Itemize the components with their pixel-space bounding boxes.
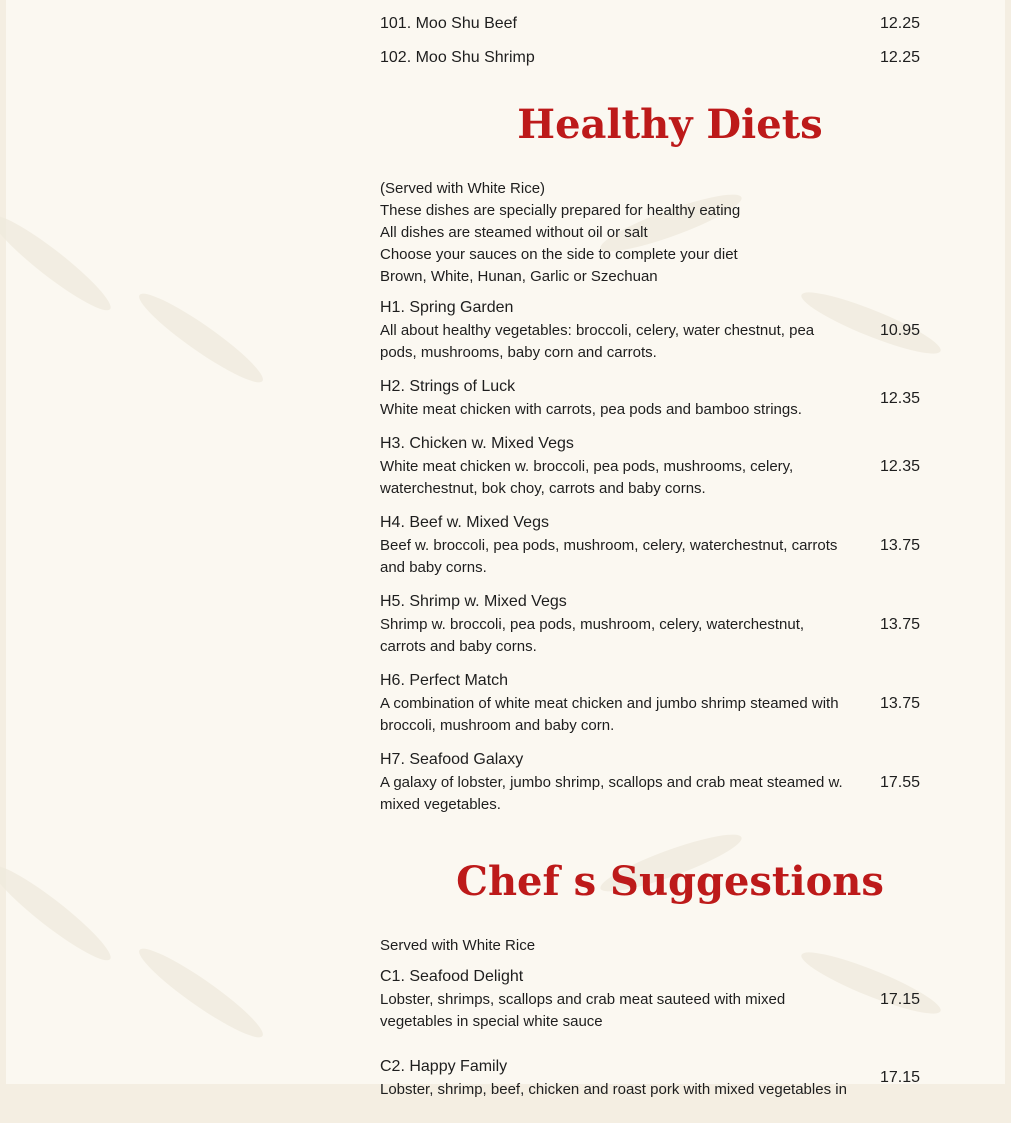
item-price: 13.75	[879, 536, 920, 554]
item-price: 13.75	[879, 615, 920, 633]
item-details	[380, 433, 850, 500]
item-name: 102. Moo Shu Shrimp	[380, 49, 535, 66]
intro-line: Brown, White, Hunan, Garlic or Szechuan	[380, 268, 658, 285]
item-description: Lobster, shrimp, beef, chicken and roast pork with mixed vegetables in	[380, 1080, 847, 1098]
item-price: 12.25	[879, 15, 920, 32]
item-name: C1. Seafood Delight	[380, 968, 524, 985]
menu-page	[6, 0, 1005, 1098]
item-details	[380, 512, 850, 579]
menu-item	[380, 1045, 920, 1111]
intro-line: All dishes are steamed without oil or salt	[380, 224, 648, 241]
menu-item	[380, 512, 920, 579]
leaf-decoration	[0, 857, 118, 970]
item-description: White meat chicken with carrots, pea pods and bamboo strings.	[380, 401, 802, 418]
leaf-decoration	[132, 284, 270, 391]
menu-item	[380, 966, 920, 1033]
healthy-diets-title: Healthy Diets	[517, 101, 823, 148]
item-name: H5. Shrimp w. Mixed Vegs	[380, 593, 567, 610]
moo-shu-section	[380, 7, 920, 75]
menu-item	[380, 591, 920, 658]
item-details	[380, 297, 850, 364]
item-name: H3. Chicken w. Mixed Vegs	[380, 435, 574, 452]
chef-suggestions-intro: Served with White Rice	[380, 937, 536, 954]
chef-suggestions-section	[380, 858, 920, 1111]
menu-item	[380, 749, 920, 816]
leaf-decoration	[132, 939, 270, 1046]
item-description: A galaxy of lobster, jumbo shrimp, scallops and crab meat steamed w. mixed vegetables.	[380, 774, 843, 813]
item-description: Shrimp w. broccoli, pea pods, mushroom, celery, waterchestnut, carrots and baby corns.	[380, 616, 805, 655]
item-name: H2. Strings of Luck	[380, 378, 516, 395]
intro-line: (Served with White Rice)	[380, 180, 546, 197]
leaf-decoration	[0, 207, 118, 320]
item-details	[380, 591, 850, 658]
item-price: 12.35	[879, 389, 920, 407]
intro-line: Choose your sauces on the side to complete your diet	[380, 246, 738, 263]
item-name: H6. Perfect Match	[380, 672, 509, 689]
item-name: H4. Beef w. Mixed Vegs	[380, 514, 549, 531]
chef-suggestions-title: Chef s Suggestions	[456, 858, 884, 905]
item-name: H1. Spring Garden	[380, 299, 514, 316]
item-name: C2. Happy Family	[380, 1057, 508, 1075]
item-description: All about healthy vegetables: broccoli, celery, water chestnut, pea pods, mushrooms, baby corn and carrots.	[380, 322, 815, 361]
item-details	[380, 1056, 850, 1101]
item-details	[380, 670, 850, 737]
item-price: 17.55	[879, 773, 920, 791]
menu-item	[380, 7, 920, 41]
item-price: 12.35	[879, 457, 920, 475]
item-price: 13.75	[879, 694, 920, 712]
item-name: 101. Moo Shu Beef	[380, 15, 517, 32]
intro-line: These dishes are specially prepared for healthy eating	[380, 202, 741, 219]
menu-item	[380, 670, 920, 737]
item-description: A combination of white meat chicken and jumbo shrimp steamed with broccoli, mushroom and baby corn.	[380, 695, 839, 734]
healthy-diets-section	[380, 101, 920, 816]
menu-item	[380, 41, 920, 75]
item-price: 17.15	[879, 990, 920, 1008]
item-description: White meat chicken w. broccoli, pea pods, mushrooms, celery, waterchestnut, bok choy, carrots and baby corns.	[380, 458, 794, 497]
item-price: 12.25	[879, 49, 920, 66]
item-description: Lobster, shrimps, scallops and crab meat sauteed with mixed vegetables in special white sauce	[380, 991, 786, 1030]
item-details	[380, 966, 850, 1033]
healthy-diets-intro	[380, 178, 920, 288]
item-details	[380, 376, 850, 421]
menu-item	[380, 297, 920, 364]
menu-content	[380, 0, 920, 1123]
item-description: Beef w. broccoli, pea pods, mushroom, celery, waterchestnut, carrots and baby corns.	[380, 537, 838, 576]
item-price: 17.15	[879, 1069, 920, 1086]
item-details	[380, 749, 850, 816]
item-name: H7. Seafood Galaxy	[380, 751, 524, 768]
menu-item	[380, 433, 920, 500]
item-price: 10.95	[879, 321, 920, 339]
menu-item	[380, 376, 920, 421]
